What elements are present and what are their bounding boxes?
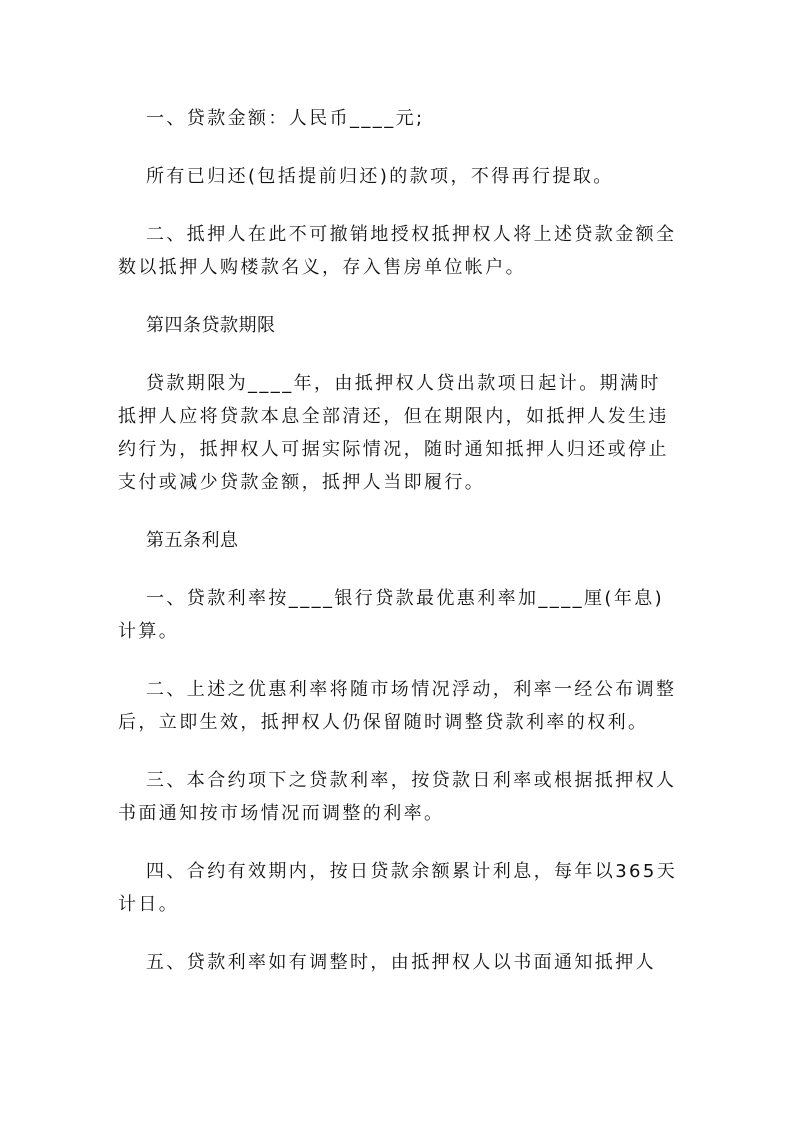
clause-interest-rate: 一、贷款利率按____银行贷款最优惠利率加____厘(年息)计算。: [118, 588, 665, 642]
clause-repaid-amounts: 所有已归还(包括提前归还)的款项，不得再行提取。: [146, 166, 614, 187]
clause-loan-term: 贷款期限为____年，由抵押权人贷出款项日起计。期满时抵押人应将贷款本息全部清还，但在期限内，如抵押人发生违约行为，抵押权人可据实际情况，随时通知抵押人归还或停止支付或减少贷款金额，抵押人当即履行。: [118, 373, 669, 493]
clause-interest-calculation: 四、合约有效期内，按日贷款余额累计利息，每年以365天计日。: [118, 861, 678, 915]
document-body: [118, 102, 678, 1004]
clause-authorization: 二、抵押人在此不可撤销地授权抵押权人将上述贷款金额全数以抵押人购楼款名义，存入售房单位帐户。: [118, 224, 677, 278]
clause-rate-floating: 二、上述之优惠利率将随市场情况浮动，利率一经公布调整后，立即生效，抵押权人仍保留随时调整贷款利率的权利。: [118, 679, 677, 733]
clause-rate-adjustment-notice: 五、贷款利率如有调整时，由抵押权人以书面通知抵押人: [146, 952, 656, 973]
section-heading-interest: 第五条利息: [146, 530, 239, 551]
section-heading-loan-term: 第四条贷款期限: [146, 315, 276, 336]
clause-applicable-rate: 三、本合约项下之贷款利率，按贷款日利率或根据抵押权人书面通知按市场情况而调整的利率。: [118, 770, 677, 824]
clause-loan-amount: 一、贷款金额：人民币____元;: [146, 108, 425, 129]
